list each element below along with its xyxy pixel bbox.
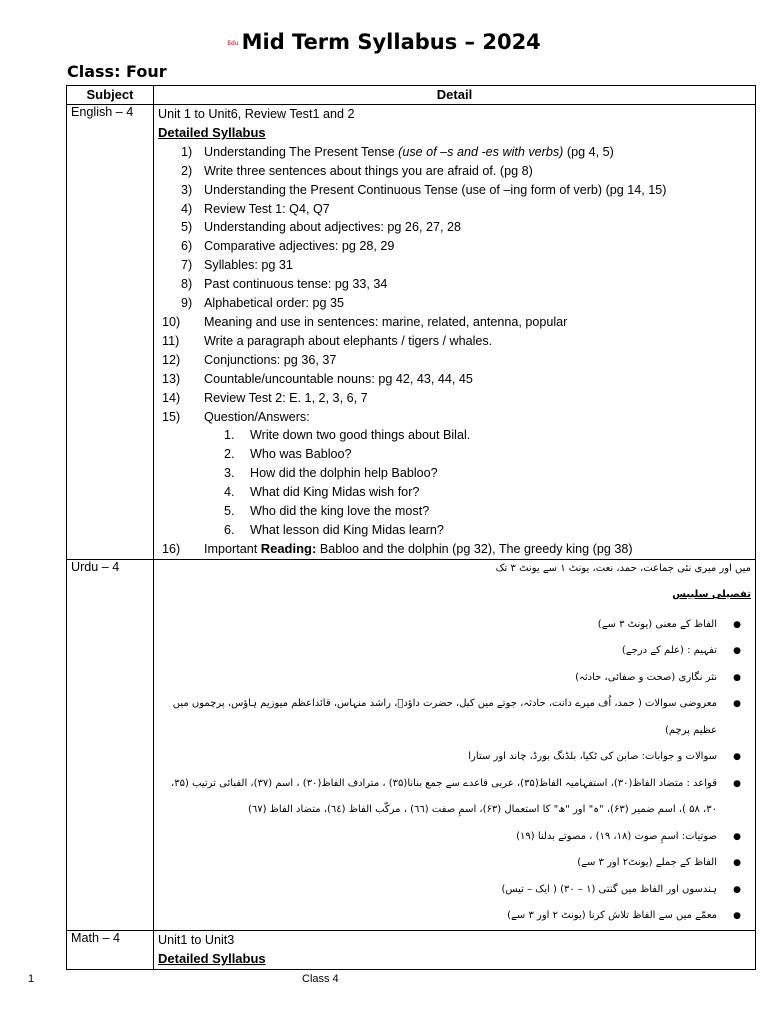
title-text: Mid Term Syllabus – 2024 (241, 30, 541, 54)
syllabus-table (66, 85, 756, 970)
header-detail: Detail (154, 86, 756, 105)
list-item: 4) Review Test 1: Q4, Q7 (181, 201, 330, 216)
list-item: 3) Understanding the Present Continuous Tense (use of –ing form of verb) (pg 14, 15) (181, 182, 667, 197)
urdu-bullet-item: ● ہندسوں اور الفاظ میں گنتی (۱ – ۳۰) ( ایک – تیس) (158, 877, 751, 904)
list-item: 6) Comparative adjectives: pg 28, 29 (181, 239, 395, 254)
urdu-bullet-item: ● قواعد : متضاد الفاظ(۳۰)، استفہامیہ الفاظ(۳۵)، عربی قاعدے سے جمع بنانا(۳۵) ، مترادف الفاظ(۳۰) ، اسم (۳۷)، الفبائی ترتیب (۳۵، ۳۰، ۵۸ )، اسم ضمیر (۶۳)، "ہ" اور "ھ" کا استعمال (۶۳)، اسمِ صفت (٦٦) ، مرکّب الفاظ (٦٤)، متضاد الفاظ (٦٧) (158, 771, 751, 824)
list-item: 13) Countable/uncountable nouns: pg 42, 43, 44, 45 (162, 371, 473, 386)
list-item: 1) Understanding The Present Tense (use of –s and -es with verbs) (pg 4, 5) (181, 144, 614, 159)
math-intro: Unit1 to Unit3 (158, 932, 235, 947)
table-header-row (67, 86, 756, 105)
urdu-intro: میں اور میری نئی جماعت، حمد، نعت، یونٹ ۱ سے یونٹ ۳ تک (495, 562, 751, 574)
math-row (67, 930, 756, 969)
list-item: 5) Understanding about adjectives: pg 26, 27, 28 (181, 220, 461, 235)
question-item: 3. How did the dolphin help Babloo? (224, 466, 438, 481)
urdu-bullet-list (158, 612, 751, 930)
page-number: 1 (28, 973, 35, 985)
question-item: 1. Write down two good things about Bilal. (224, 428, 471, 443)
math-syllabus-heading: Detailed Syllabus (158, 950, 266, 966)
urdu-row (67, 559, 756, 930)
list-item: 14) Review Test 2: E. 1, 2, 3, 6, 7 (162, 390, 368, 405)
question-item: 2. Who was Babloo? (224, 447, 352, 462)
list-item: 10) Meaning and use in sentences: marine, related, antenna, popular (162, 314, 568, 329)
urdu-bullet-item: ● صوتیات: اسمِ صوت (۱۸، ۱۹) ، مصوتے بدلنا (۱۹) (158, 824, 751, 851)
english-row (67, 105, 756, 560)
english-questions-list (158, 426, 751, 539)
list-item: 7) Syllables: pg 31 (181, 258, 293, 273)
question-item: 4. What did King Midas wish for? (224, 485, 420, 500)
header-subject: Subject (67, 86, 154, 105)
english-intro: Unit 1 to Unit6, Review Test1 and 2 (158, 107, 355, 121)
urdu-detail (154, 559, 756, 930)
list-item: 11) Write a paragraph about elephants / tigers / whales. (162, 333, 493, 348)
urdu-bullet-item: ● الفاظ کے معنی (یونٹ ۳ سے) (158, 612, 751, 639)
english-detail (154, 105, 756, 560)
english-syllabus-heading: Detailed Syllabus (158, 124, 266, 140)
urdu-syllabus-heading: تفصیلی سلیبس (672, 588, 751, 600)
english-subject: English – 4 (67, 105, 154, 560)
list-item: 2) Write three sentences about things you are afraid of. (pg 8) (181, 163, 533, 178)
question-item: 5. Who did the king love the most? (224, 504, 430, 519)
footer-class: Class 4 (302, 973, 339, 985)
math-subject: Math – 4 (67, 930, 154, 969)
list-item: 8) Past continuous tense: pg 33, 34 (181, 277, 388, 292)
list-item: 16) Important Reading: Babloo and the dolphin (pg 32), The greedy king (pg 38) (162, 540, 633, 556)
list-item: 15) Question/Answers: (162, 409, 310, 424)
urdu-subject: Urdu – 4 (67, 559, 154, 930)
urdu-bullet-item: ● نثر نگاری (صحت و صفائی، حادثہ) (158, 665, 751, 692)
list-item: 12) Conjunctions: pg 36, 37 (162, 352, 337, 367)
urdu-bullet-item: ● تفہیم : (علم کے درجے) (158, 638, 751, 665)
urdu-bullet-item: ● معمّے میں سے الفاظ تلاش کرنا (یونٹ ۲ اور ۳ سے) (158, 903, 751, 930)
list-item: 9) Alphabetical order: pg 35 (181, 296, 345, 311)
page-title (0, 30, 768, 54)
urdu-bullet-item: ● الفاظ کے جملے (یونٹ۲ اور ۳ سے) (158, 850, 751, 877)
math-detail (154, 930, 756, 969)
urdu-bullet-item: ● معروضی سوالات ( حمد، اُف میرے دانت، حادثہ، جوتے میں کیل، حضرت داؤدؑ، راشد منہاس، قائداعظم میوزیم ہاؤس، پرچموں میں عظیم پرچم) (158, 691, 751, 744)
school-logo: Edu (227, 39, 239, 47)
class-heading: Class: Four (67, 62, 167, 81)
english-items-list (158, 143, 751, 427)
urdu-bullet-item: ● سوالات و جوابات: صابن کی ٹکیا، بلڈنگ بورڈ، چاند اور ستارا (158, 744, 751, 771)
question-item: 6. What lesson did King Midas learn? (224, 522, 444, 537)
